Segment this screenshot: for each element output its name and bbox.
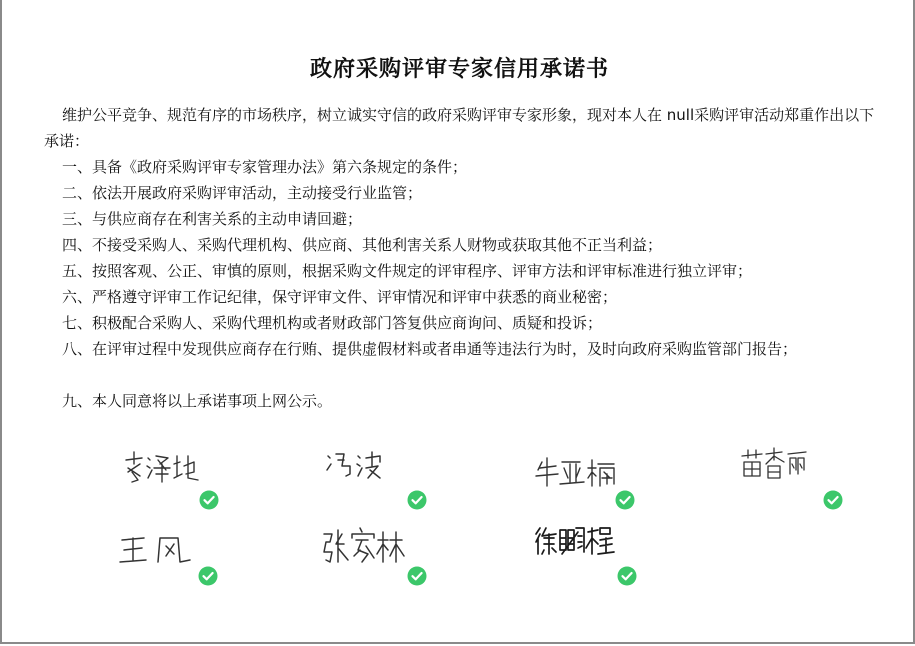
handwritten-signature-image: [534, 520, 654, 560]
commitment-item-7: 七、积极配合采购人、采购代理机构或者财政部门答复供应商询问、质疑和投诉；: [62, 314, 603, 332]
commitment-item-6: 六、严格遵守评审工作记纪律，保守评审文件、评审情况和评审中获悉的商业秘密；: [62, 288, 618, 306]
commitment-item-2: 二、依法开展政府采购评审活动，主动接受行业监管；: [62, 184, 423, 202]
check-circle-icon: [407, 490, 427, 510]
document-title: 政府采购评审专家信用承诺书: [309, 57, 609, 82]
commitment-item-9: 九、本人同意将以上承诺事项上网公示。: [62, 392, 333, 410]
commitment-item-1: 一、具备《政府采购评审专家管理办法》第六条规定的条件；: [62, 158, 468, 176]
check-circle-icon: [407, 566, 427, 586]
intro-paragraph: 维护公平竞争、规范有序的市场秩序，树立诚实守信的政府采购评审专家形象，现对本人在 null采购评审活动郑重作出以下承诺：: [44, 106, 875, 150]
signature-1: [120, 446, 240, 506]
check-circle-icon: [617, 566, 637, 586]
check-circle-icon: [823, 490, 843, 510]
commitment-item-3: 三、与供应商存在利害关系的主动申请回避；: [62, 210, 363, 228]
handwritten-signature-image: [740, 446, 860, 486]
signature-5: [118, 528, 238, 588]
commitment-item-4: 四、不接受采购人、采购代理机构、供应商、其他利害关系人财物或获取其他不正当利益；: [62, 236, 663, 254]
handwritten-signature-image: [118, 528, 238, 572]
signature-3: [534, 452, 654, 512]
handwritten-signature-image: [322, 524, 442, 568]
handwritten-signature-image: [120, 446, 240, 486]
check-circle-icon: [198, 566, 218, 586]
commitment-item-5: 五、按照客观、公正、审慎的原则，根据采购文件规定的评审程序、评审方法和评审标准进行独立评审；: [62, 262, 753, 280]
commitment-item-8: 八、在评审过程中发现供应商存在行贿、提供虚假材料或者串通等违法行为时，及时向政府采购监管部门报告；: [62, 340, 798, 358]
handwritten-signature-image: [322, 444, 442, 484]
handwritten-signature-image: [534, 452, 654, 492]
check-circle-icon: [199, 490, 219, 510]
check-circle-icon: [615, 490, 635, 510]
